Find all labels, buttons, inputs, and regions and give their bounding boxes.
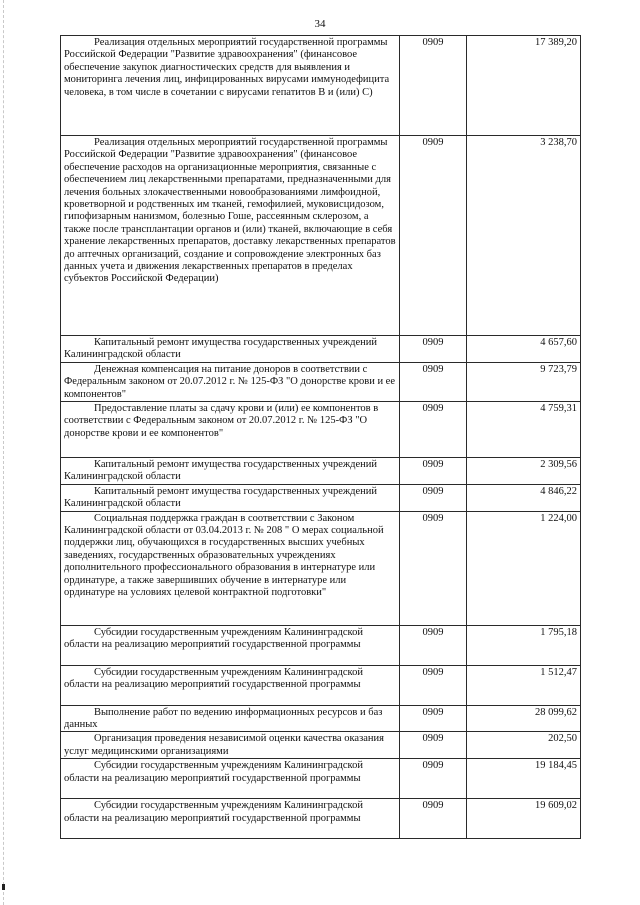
row-description-cell [61,336,400,363]
page-number: 34 [314,18,326,30]
row-amount: 1 795,18 [467,625,581,665]
row-description: Реализация отдельных мероприятий государственной программы Российской Федерации "Развитие здравоохранения" (финансовое обеспечение закупок диагностических средств для выявления и мониторинга лечения лиц, инфицированных вирусами иммунодефицита человека, в том числе в сочетании с вирусами гепатитов B и (или) C) [64,37,390,98]
row-description: Капитальный ремонт имущества государственных учреждений Калининградской области [64,337,378,361]
row-description: Денежная компенсация на питание доноров в соответствии с Федеральным законом от 20.07.2012 г. № 125-ФЗ "О донорстве крови и ее компонентов" [64,363,396,400]
table-row [61,484,581,511]
row-code: 0909 [400,136,467,336]
row-description: Капитальный ремонт имущества государственных учреждений Калининградской области [64,459,378,483]
row-amount: 4 846,22 [467,484,581,511]
row-description-cell [61,799,400,839]
row-description-cell [61,625,400,665]
row-amount: 202,50 [467,732,581,759]
row-amount: 3 238,70 [467,136,581,336]
row-description-cell [61,484,400,511]
row-code: 0909 [400,362,467,401]
table-row [61,402,581,458]
budget-table [60,35,581,839]
row-description: Капитальный ремонт имущества государственных учреждений Калининградской области [64,485,378,510]
row-code: 0909 [400,799,467,839]
table-row [61,705,581,732]
table-row [61,36,581,136]
table-row [61,136,581,336]
row-description: Субсидии государственным учреждениям Калининградской области на реализацию мероприятий государственной программы [64,800,363,824]
row-amount: 19 609,02 [467,799,581,839]
row-description-cell [61,362,400,401]
table-row [61,759,581,799]
table-row [61,362,581,401]
row-amount: 9 723,79 [467,362,581,401]
row-code: 0909 [400,36,467,136]
scan-edge-line [3,0,4,905]
table-row [61,732,581,759]
row-description: Реализация отдельных мероприятий государственной программы Российской Федерации "Развитие здравоохранения" (финансовое обеспечение расходов на организационные мероприятия, связанные с обеспечением лиц лекарственными препаратами, предназначенными для лечения больных злокачественными новообразованиями лимфоидной, кроветворной и родственных им тканей, гемофилией, муковисцидозом, гипофизарным нанизмом, болезнью Гоше, рассеянным склерозом, а также после трансплантации органов и (или) тканей, включающие в себя хранение лекарственных препаратов, доставку лекарственных препаратов до аптечных организаций, создание и сопровождение электронных баз данных учета и движения лекарственных препаратов в пределах субъектов Российской Федерации) [64,137,396,285]
row-description: Субсидии государственным учреждениям Калининградской области на реализацию мероприятий государственной программы [64,760,363,784]
row-description-cell [61,705,400,732]
table-row [61,336,581,363]
row-description-cell [61,732,400,759]
row-description: Выполнение работ по ведению информационных ресурсов и баз данных [64,706,383,731]
row-code: 0909 [400,705,467,732]
row-description-cell [61,665,400,705]
row-description-cell [61,402,400,458]
row-amount: 28 099,62 [467,705,581,732]
row-description-cell [61,458,400,485]
row-description: Субсидии государственным учреждениям Калининградской области на реализацию мероприятий государственной программы [64,626,363,651]
row-code: 0909 [400,402,467,458]
table-row [61,665,581,705]
row-code: 0909 [400,665,467,705]
row-description: Организация проведения независимой оценки качества оказания услуг медицинскими организациями [64,733,384,757]
row-amount: 2 309,56 [467,458,581,485]
row-amount: 19 184,45 [467,759,581,799]
row-description: Субсидии государственным учреждениям Калининградской области на реализацию мероприятий государственной программы [64,666,363,691]
row-code: 0909 [400,625,467,665]
row-code: 0909 [400,336,467,363]
row-code: 0909 [400,458,467,485]
table-row [61,458,581,485]
scan-mark [2,884,5,890]
table-row [61,511,581,625]
row-code: 0909 [400,511,467,625]
row-amount: 4 759,31 [467,402,581,458]
table-row [61,625,581,665]
row-description-cell [61,511,400,625]
row-code: 0909 [400,759,467,799]
row-description-cell [61,759,400,799]
table-row [61,799,581,839]
row-amount: 17 389,20 [467,36,581,136]
row-amount: 4 657,60 [467,336,581,363]
row-description-cell [61,136,400,336]
row-description: Социальная поддержка граждан в соответствии с Законом Калининградской области от 03.04.2013 г. № 208 " О мерах социальной поддержки лиц, обучающихся в государственных высших учебных заведениях, государственных образовательных учреждениях дополнительного профессионального образования в интернатуре или ординатуре, а также завершивших обучение в интернатуре или ординатуре на условиях целевой контрактной подготовки" [64,512,384,599]
row-amount: 1 224,00 [467,511,581,625]
row-amount: 1 512,47 [467,665,581,705]
row-description: Предоставление платы за сдачу крови и (или) ее компонентов в соответствии с Федеральным законом от 20.07.2012 г. № 125-ФЗ "О донорстве крови и ее компонентов" [64,403,379,439]
row-code: 0909 [400,484,467,511]
row-code: 0909 [400,732,467,759]
row-description-cell [61,36,400,136]
